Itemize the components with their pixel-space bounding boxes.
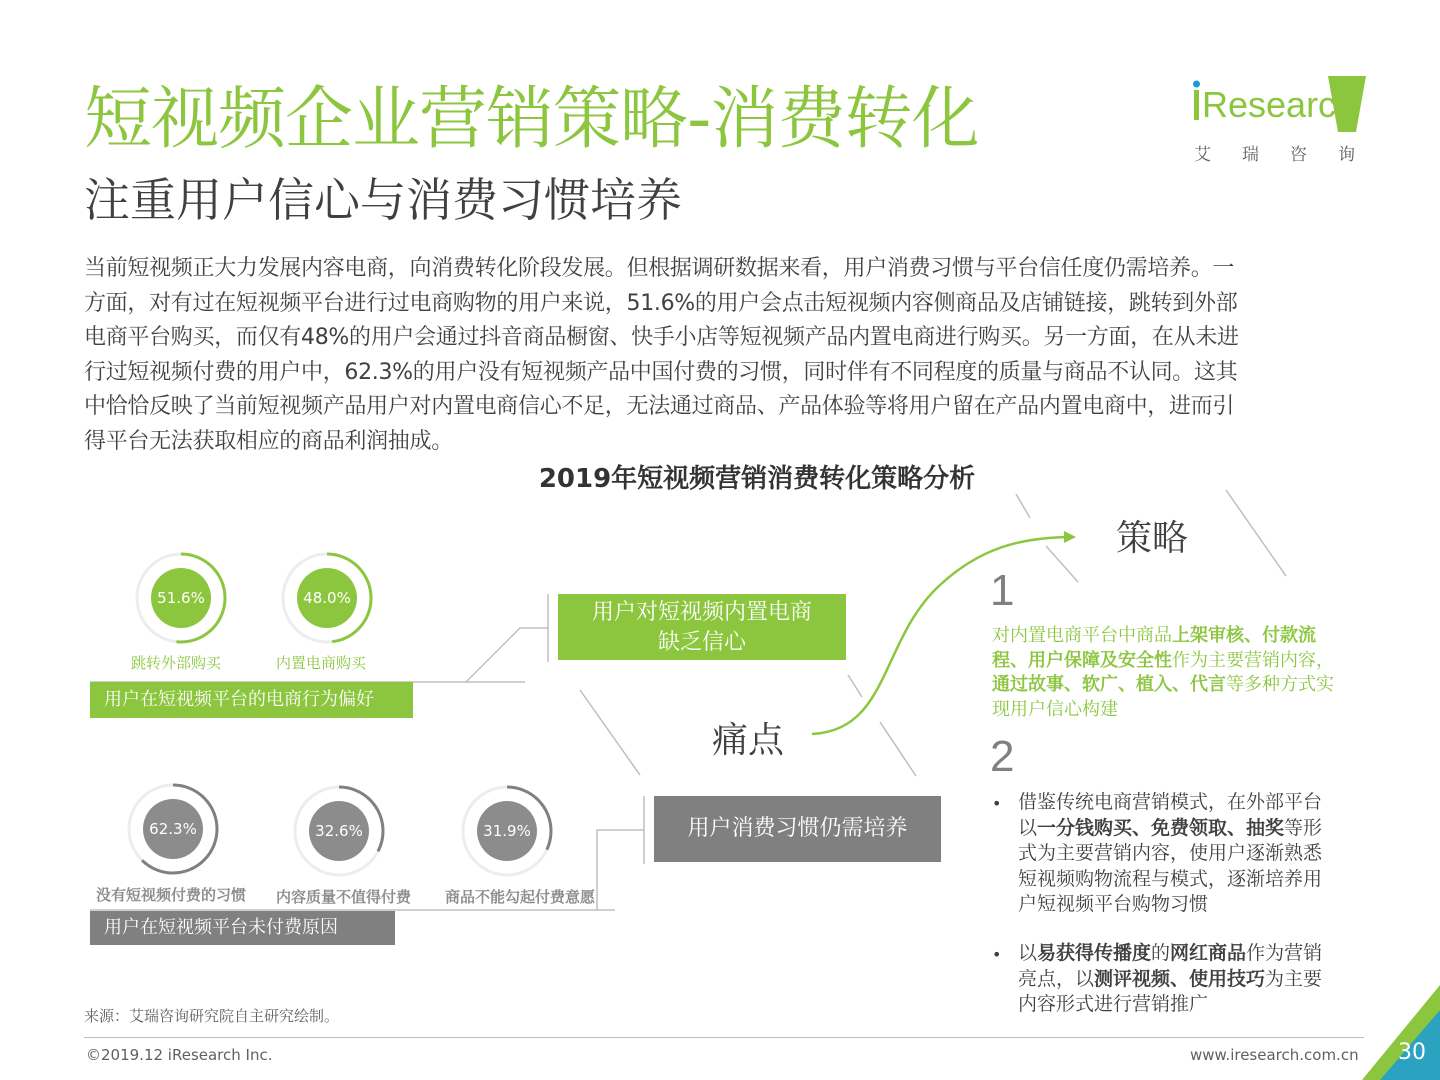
page-title: 短视频企业营销策略-消费转化 [84, 80, 979, 159]
text-run: 借鉴传统电商营销模式，在外部平台以 [1018, 791, 1323, 839]
behavior-label: 跳转外部购买 [131, 654, 222, 672]
behavior-bar: 用户在短视频平台的电商行为偏好 [90, 682, 413, 718]
source-note: 来源：艾瑞咨询研究院自主研究绘制。 [84, 1007, 340, 1025]
behavior-circle: 51.6% [151, 568, 211, 628]
text-run: 以 [1018, 942, 1038, 964]
footer-divider [84, 1037, 1364, 1038]
text-run: 作为营销亮点，以 [1018, 942, 1323, 990]
text-run-bold: 上架审核、付款流程、用户保障及安全性 [992, 625, 1316, 671]
nonpay-label: 商品不能勾起付费意愿 [445, 888, 596, 906]
copyright: ©2019.12 iResearch Inc. [86, 1046, 273, 1064]
bullet-icon: • [992, 794, 1002, 813]
strategy-2-number: 2 [990, 732, 1015, 781]
page-subtitle: 注重用户信心与消费习惯培养 [84, 173, 682, 227]
behavior-circle: 48.0% [297, 568, 357, 628]
nonpay-label: 内容质量不值得付费 [276, 888, 412, 906]
bullet-icon: • [992, 945, 1002, 964]
text-run-bold: 易获得传播度 [1037, 942, 1152, 964]
behavior-label: 内置电商购买 [276, 654, 367, 672]
nonpay-label: 没有短视频付费的习惯 [96, 886, 247, 904]
text-run: 的 [1151, 942, 1171, 964]
page-number: 30 [1398, 1040, 1426, 1065]
text-run-bold: 通过故事、软广、植入、代言 [992, 674, 1226, 695]
intro-line: 得平台无法获取相应的商品利润抽成。 [84, 428, 453, 454]
text-run: 等多种方式实现用户信心构建 [992, 674, 1334, 720]
text-run-bold: 测评视频、使用技巧 [1094, 967, 1266, 990]
intro-line: 当前短视频正大力发展内容电商，向消费转化阶段发展。但根据调研数据来看，用户消费习惯与平台信任度仍需培养。一 [84, 256, 1235, 281]
text-run-bold: 网红商品 [1170, 942, 1247, 964]
text-run: 等形式为主要营销内容，使用户逐渐熟悉短视频购物流程与模式，逐渐培养用户短视频平台购物习惯 [1018, 816, 1323, 915]
strategy-2-bullet-b [1018, 941, 1338, 1018]
strategy-2-bullet-a [1018, 790, 1338, 918]
strategy-label: 策略 [1116, 518, 1189, 559]
text-run: 对内置电商平台中商品 [992, 625, 1172, 646]
website-link[interactable]: www.iresearch.com.cn [1190, 1046, 1359, 1064]
nonpay-circle: 62.3% [143, 799, 203, 859]
nonpay-bar: 用户在短视频平台未付费原因 [90, 911, 395, 945]
nonpay-circle: 31.9% [477, 801, 537, 861]
nonpay-circle: 32.6% [309, 801, 369, 861]
intro-line: 中恰恰反映了当前短视频产品用户对内置电商信心不足，无法通过商品、产品体验等将用户留在产品内置电商中，进而引 [84, 394, 1235, 419]
pain-box-line: 用户对短视频内置电商 [591, 600, 812, 625]
text-run-bold: 一分钱购买、免费领取、抽奖 [1037, 816, 1285, 839]
pain-box-confidence [558, 594, 846, 660]
intro-line: 电商平台购买，而仅有48%的用户会通过抖音商品橱窗、快手小店等短视频产品内置电商进行购买。另一方面，在从未进 [84, 325, 1239, 350]
chart-title: 2019年短视频营销消费转化策略分析 [538, 464, 976, 494]
logo-word: Research [1202, 84, 1357, 125]
strategy-1-number: 1 [990, 566, 1015, 615]
intro-line: 行过短视频付费的用户中，62.3%的用户没有短视频产品中国付费的习惯，同时伴有不同程度的质量与商品不认同。这其 [84, 359, 1238, 385]
pain-box-line: 缺乏信心 [657, 630, 746, 655]
intro-line: 方面，对有过在短视频平台进行过电商购物的用户来说，51.6%的用户会点击短视频内容侧商品及店铺链接，跳转到外部 [84, 290, 1238, 316]
text-run: 作为主要营销内容， [1172, 649, 1334, 671]
pain-label: 痛点 [712, 720, 785, 761]
strategy-1-text [992, 624, 1337, 722]
pain-box-habit: 用户消费习惯仍需培养 [654, 796, 941, 862]
logo-cn: 艾瑞咨询 [1194, 145, 1386, 165]
text-run: 为主要内容形式进行营销推广 [1018, 967, 1323, 1015]
